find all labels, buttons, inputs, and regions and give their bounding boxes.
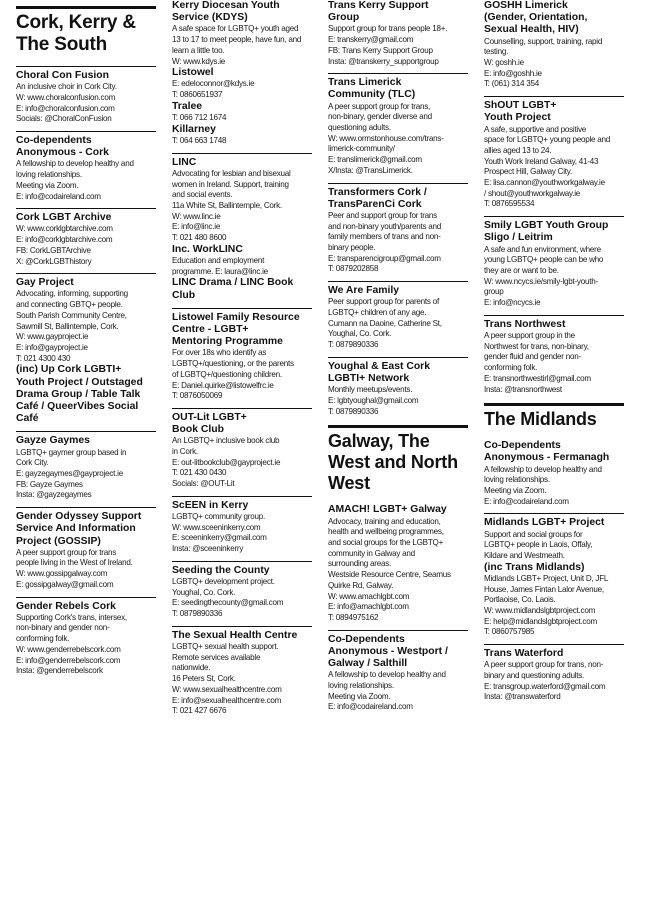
- org-entry: [172, 0, 312, 147]
- org-entry: [16, 66, 156, 125]
- org-detail: E: info@codaireland.com: [328, 702, 413, 712]
- org-detail: LGBTQ+ development project.: [172, 577, 275, 587]
- org-detail: A fellowship to develop healthy and: [328, 670, 446, 680]
- org-detail: E: info@sexualhealthcentre.com: [172, 695, 282, 705]
- org-entry: [328, 73, 468, 176]
- org-name: OUT-Lit LGBT+: [172, 411, 247, 423]
- sub-program-name: LINC Drama / LINC Book: [172, 277, 294, 289]
- org-detail: A peer support group in the: [484, 330, 575, 340]
- org-detail: X: @CorkLGBThistory: [16, 256, 92, 266]
- org-name: Service (KDYS): [172, 12, 248, 24]
- org-detail: Northwest for trans, non-binary,: [484, 341, 589, 351]
- org-detail: An inclusive choir in Cork City.: [16, 82, 117, 92]
- org-detail: A peer support group for trans,: [328, 101, 431, 111]
- org-detail: FB: CorkLGBTArchive: [16, 245, 91, 255]
- org-entry: [172, 308, 312, 402]
- org-detail: Quirke Rd, Galway.: [328, 580, 394, 590]
- org-detail: and social groups for the LGBTQ+: [328, 538, 444, 548]
- org-name: Listowel Family Resource: [172, 311, 300, 323]
- org-detail: E: info@linc.ie: [172, 222, 221, 232]
- org-name: TransParenCi Cork: [328, 198, 422, 210]
- org-name: Community (TLC): [328, 89, 416, 101]
- org-detail: Insta: @sceeninkerry: [172, 544, 244, 554]
- org-entry: [484, 0, 624, 90]
- sub-program-name: Killarney: [172, 123, 216, 135]
- org-detail: LGBTQ+ community group.: [172, 512, 265, 522]
- org-detail: X/Insta: @TransLimerick.: [328, 165, 413, 175]
- org-name: Smily LGBT Youth Group: [484, 220, 609, 232]
- org-detail: allies aged 13 to 24.: [484, 145, 552, 155]
- org-detail: E: gayzegaymes@gayproject.ie: [16, 469, 123, 478]
- org-name: LGBTI+ Network: [328, 373, 410, 385]
- org-detail: Cork City.: [16, 458, 49, 468]
- org-detail: T: 0879202858: [328, 264, 379, 274]
- org-name: Choral Con Fusion: [16, 70, 109, 81]
- org-name: Kerry Diocesan Youth: [172, 0, 280, 11]
- org-detail: Youghal, Co. Cork.: [172, 587, 236, 597]
- org-name: AMACH! LGBT+ Galway: [328, 504, 447, 516]
- org-detail: loving relationships.: [16, 170, 82, 180]
- sub-program-name: Youth Project / Outstaged: [16, 376, 143, 388]
- org-entry: [328, 504, 468, 623]
- column-3: [328, 0, 468, 713]
- org-name: Anonymous - Westport /: [328, 645, 448, 657]
- column-1: [16, 0, 156, 677]
- org-detail: Education and employment: [172, 255, 265, 265]
- org-detail: Kildare and Westmeath.: [484, 551, 565, 561]
- org-detail: Prospect Hill, Galway City.: [484, 167, 572, 177]
- org-name: Sexual Health, HIV): [484, 24, 579, 36]
- org-detail: Sawmill St, Ballintemple, Cork.: [16, 321, 119, 331]
- org-name: Centre - LGBT+: [172, 323, 249, 335]
- org-name: Trans Waterford: [484, 648, 564, 660]
- sub-program-name: Café / QueerVibes Social: [16, 400, 139, 412]
- org-detail: non-binary, gender diverse and: [328, 112, 432, 122]
- org-name: Youth Project: [484, 112, 551, 124]
- org-detail: T: 0876050069: [172, 391, 223, 401]
- org-detail: Insta: @transkerry_supportgroup: [328, 56, 439, 66]
- org-detail: E: out-litbookclub@gayproject.ie: [172, 457, 281, 467]
- org-entry: [16, 273, 156, 425]
- org-detail: T: 0894975162: [328, 612, 379, 622]
- org-name: The Sexual Health Centre: [172, 629, 298, 641]
- org-detail: T: 064 663 1748: [172, 135, 227, 145]
- org-entry: [172, 626, 312, 717]
- org-name: Anonymous - Fermanagh: [484, 452, 610, 464]
- org-detail: programme. E: laura@linc.ie: [172, 266, 268, 276]
- org-detail: Meeting via Zoom.: [328, 691, 391, 701]
- org-name: (Gender, Orientation,: [484, 12, 588, 24]
- org-detail: W: www.kdys.ie: [172, 56, 226, 66]
- org-detail: of LGBTQ+/questioning children.: [172, 369, 282, 379]
- org-name: Trans Northwest: [484, 318, 566, 330]
- org-detail: T: 021 4300 430: [16, 353, 71, 363]
- org-detail: E: transgroup.waterford@gmail.com: [484, 681, 606, 691]
- org-entry: [16, 131, 156, 202]
- org-name: Seeding the County: [172, 564, 270, 576]
- org-detail: nationwide.: [172, 663, 211, 673]
- region-title: Cork, Kerry & The South: [16, 12, 136, 55]
- org-detail: Westside Resource Centre, Seamus: [328, 570, 451, 580]
- org-entry: [328, 0, 468, 67]
- org-detail: they are or want to be.: [484, 265, 559, 275]
- org-detail: T: 021 480 8600: [172, 233, 227, 243]
- org-detail: W: www.gayproject.ie: [16, 332, 89, 342]
- region-title: The Midlands: [484, 409, 597, 430]
- org-detail: and non-binary youth/parents and: [328, 221, 442, 231]
- org-name: Midlands LGBT+ Project: [484, 517, 605, 529]
- org-name: Galway / Salthill: [328, 658, 408, 670]
- sub-program-name: Club: [172, 289, 196, 301]
- org-detail: 11a White St, Ballintemple, Cork.: [172, 200, 282, 210]
- region-header: [328, 425, 468, 494]
- org-detail: W: goshh.ie: [484, 58, 524, 68]
- org-detail: Insta: @transnorthwest: [484, 384, 562, 394]
- org-detail: W: www.choralconfusion.com: [16, 92, 116, 102]
- org-detail: Portlaoise, Co. Laois.: [484, 595, 556, 605]
- org-name: Gayze Gaymes: [16, 435, 90, 447]
- org-name: Service And Information: [16, 523, 136, 535]
- org-entry: [484, 315, 624, 395]
- org-detail: Youghal, Co. Cork.: [328, 329, 392, 339]
- org-detail: Advocating, informing, supporting: [16, 289, 128, 299]
- org-detail: A peer support group for trans: [16, 547, 117, 557]
- org-detail: Insta: @transwaterford: [484, 692, 561, 702]
- org-detail: E: info@corklgbtarchive.com: [16, 235, 113, 245]
- org-detail: E: translimerick@gmail.com: [328, 155, 422, 165]
- org-entry: [172, 561, 312, 620]
- org-detail: A safe and fun environment, where: [484, 244, 601, 254]
- column-2: [172, 0, 312, 717]
- org-entry: [16, 208, 156, 267]
- org-detail: Peer and support group for trans: [328, 210, 437, 220]
- region-header: [16, 6, 156, 56]
- org-detail: loving relationships.: [328, 680, 394, 690]
- org-detail: E: transkerry@gmail.com: [328, 35, 414, 45]
- org-entry: [16, 431, 156, 501]
- org-detail: people living in the West of Ireland.: [16, 558, 133, 568]
- org-name: Transformers Cork /: [328, 186, 427, 198]
- org-detail: non-binary and gender non-: [16, 623, 110, 633]
- org-detail: Insta: @genderrebelscork: [16, 666, 103, 676]
- org-detail: A fellowship to develop healthy and: [16, 159, 134, 169]
- org-detail: W: www.sceeninkerry.com: [172, 522, 261, 532]
- column-4: [484, 0, 624, 703]
- org-detail: T: (061) 314 354: [484, 79, 539, 89]
- org-detail: space for LGBTQ+ young people and: [484, 135, 611, 145]
- org-detail: E: lisa.cannon@youthworkgalway.ie: [484, 178, 605, 188]
- org-detail: Socials: @OUT-Lit: [172, 479, 235, 489]
- org-detail: Peer support group for parents of: [328, 297, 439, 307]
- org-detail: binary and questioning adults.: [484, 671, 585, 681]
- org-name: LINC: [172, 156, 197, 168]
- sub-program-name: Listowel: [172, 67, 214, 79]
- org-detail: / shout@youthworkgalway.ie: [484, 188, 581, 198]
- org-detail: Advocating for lesbian and bisexual: [172, 168, 291, 178]
- org-entry: [484, 216, 624, 309]
- org-detail: and social events.: [172, 190, 233, 200]
- org-entry: [16, 507, 156, 590]
- org-detail: health and wellbeing programmes,: [328, 527, 444, 537]
- org-entry: [172, 408, 312, 490]
- org-detail: A peer support group for trans, non-: [484, 660, 604, 670]
- org-name: Co-dependents: [16, 135, 92, 147]
- org-detail: FB: Gayze Gaymes: [16, 479, 83, 489]
- org-detail: FB: Trans Kerry Support Group: [328, 45, 433, 55]
- org-detail: LGBTQ+ children of any age.: [328, 308, 427, 318]
- org-detail: E: gossipgalway@gmail.com: [16, 579, 114, 589]
- org-entry: [484, 513, 624, 638]
- org-name: Book Club: [172, 424, 224, 436]
- org-name: Co-Dependents: [484, 440, 561, 452]
- sub-program-name: (inc Trans Midlands): [484, 561, 585, 573]
- region-header: [484, 403, 624, 430]
- org-detail: group: [484, 287, 504, 297]
- org-detail: T: 0860757985: [484, 627, 535, 637]
- org-name: Gender Rebels Cork: [16, 600, 116, 612]
- org-detail: E: help@midlandslgbtproject.com: [484, 616, 597, 626]
- org-detail: W: www.corklgbtarchive.com: [16, 224, 113, 234]
- org-detail: E: lgbtyoughal@gmail.com: [328, 396, 419, 405]
- org-name: ShOUT LGBT+: [484, 100, 557, 112]
- org-entry: [16, 597, 156, 677]
- org-detail: T: 021 430 0430: [172, 468, 227, 478]
- org-detail: LGBTQ+ people in Laois, Offaly,: [484, 540, 593, 550]
- org-name: Trans Kerry Support: [328, 0, 429, 11]
- org-detail: E: transparencigroup@gmail.com: [328, 253, 441, 263]
- org-detail: surrounding areas.: [328, 559, 391, 569]
- sub-program-name: Drama Group / Table Talk: [16, 388, 141, 400]
- org-detail: E: transnorthwestirl@gmail.com: [484, 373, 591, 383]
- org-detail: Supporting Cork's trans, intersex,: [16, 612, 127, 622]
- org-detail: Counselling, support, training, rapid: [484, 36, 603, 46]
- org-detail: An LGBTQ+ inclusive book club: [172, 436, 280, 446]
- org-detail: family members of trans and non-: [328, 232, 441, 242]
- org-detail: LGBTQ+/questioning, or the parents: [172, 359, 294, 369]
- org-name: Gay Project: [16, 277, 74, 289]
- org-name: Project (GOSSIP): [16, 535, 101, 547]
- org-detail: young LGBTQ+ people can be who: [484, 255, 604, 265]
- org-detail: Support and social groups for: [484, 529, 583, 539]
- org-name: Co-Dependents: [328, 633, 405, 645]
- org-entry: [484, 96, 624, 210]
- org-detail: conforming folk.: [16, 634, 70, 644]
- org-detail: South Parish Community Centre,: [16, 310, 127, 320]
- org-detail: W: www.gossipgalway.com: [16, 569, 108, 579]
- org-detail: 13 to 17 to meet people, have fun, and: [172, 35, 302, 45]
- org-detail: T: 0876595534: [484, 199, 535, 209]
- org-detail: testing.: [484, 47, 509, 57]
- org-detail: House, James Fintan Lalor Avenue,: [484, 584, 604, 594]
- org-detail: W: www.midlandslgbtproject.com: [484, 606, 596, 616]
- org-detail: W: www.ormstonhouse.com/trans-: [328, 133, 444, 143]
- org-detail: E: Daniel.quirke@listowelfrc.ie: [172, 380, 274, 390]
- org-detail: E: info@codaireland.com: [16, 191, 101, 201]
- org-detail: Cumann na Daoine, Catherine St,: [328, 318, 442, 328]
- org-detail: Socials: @ChoralConFusion: [16, 114, 112, 124]
- org-detail: W: www.ncycs.ie/smily-lgbt-youth-: [484, 276, 598, 286]
- org-detail: A safe, supportive and positive: [484, 124, 587, 134]
- org-detail: gender fluid and gender non-: [484, 352, 581, 362]
- org-detail: women in Ireland. Support, training: [172, 179, 289, 189]
- org-detail: Advocacy, training and education,: [328, 516, 441, 526]
- org-name: Anonymous - Cork: [16, 147, 109, 159]
- org-detail: learn a little too.: [172, 45, 225, 55]
- sub-program-name: Inc. WorkLINC: [172, 243, 243, 255]
- org-detail: limerick-community/: [328, 144, 395, 154]
- org-detail: A safe space for LGBTQ+ youth aged: [172, 24, 299, 34]
- org-detail: Meeting via Zoom.: [484, 486, 547, 496]
- org-entry: [328, 630, 468, 713]
- org-detail: For over 18s who identify as: [172, 348, 267, 358]
- org-detail: T: 066 712 1674: [172, 113, 227, 123]
- org-detail: Midlands LGBT+ Project, Unit D, JFL: [484, 573, 609, 583]
- org-name: Cork LGBT Archive: [16, 212, 112, 224]
- org-detail: A fellowship to develop healthy and: [484, 464, 602, 474]
- org-detail: E: info@goshh.ie: [484, 68, 542, 78]
- org-detail: community in Galway and: [328, 548, 415, 558]
- sub-program-name: Café: [16, 413, 39, 425]
- org-detail: E: info@genderrebelscork.com: [16, 655, 121, 665]
- org-entry: [172, 496, 312, 555]
- org-detail: E: info@amachlgbt.com: [328, 602, 409, 612]
- org-detail: LGBTQ+ gaymer group based in: [16, 447, 127, 457]
- org-detail: W: www.amachlgbt.com: [328, 591, 410, 601]
- org-detail: in Cork.: [172, 447, 198, 457]
- org-name: We Are Family: [328, 285, 400, 297]
- org-detail: conforming folk.: [484, 363, 538, 373]
- org-detail: LGBTQ+ sexual health support.: [172, 642, 279, 652]
- org-name: Group: [328, 12, 360, 24]
- org-detail: E: sceeninkerry@gmail.com: [172, 533, 267, 543]
- org-detail: E: edeloconnor@kdys.ie: [172, 79, 255, 89]
- org-entry: [484, 440, 624, 507]
- org-detail: Meeting via Zoom.: [16, 180, 79, 190]
- region-title: Galway, The West and North West: [328, 431, 458, 494]
- org-detail: T: 0879890336: [328, 406, 379, 416]
- org-detail: W: www.linc.ie: [172, 211, 221, 221]
- org-entry: [328, 357, 468, 418]
- org-detail: Insta: @gayzegaymes: [16, 490, 92, 500]
- org-detail: Support group for trans people 18+.: [328, 24, 448, 34]
- org-detail: T: 0860651937: [172, 90, 223, 100]
- org-entry: [328, 183, 468, 276]
- org-detail: E: seedingthecounty@gmail.com: [172, 598, 284, 608]
- org-detail: questioning adults.: [328, 123, 391, 133]
- org-detail: 16 Peters St, Cork.: [172, 674, 236, 684]
- org-detail: E: info@choralconfusion.com: [16, 103, 115, 113]
- org-name: Youghal & East Cork: [328, 360, 430, 372]
- org-name: GOSHH Limerick: [484, 0, 568, 11]
- org-detail: E: info@ncycs.ie: [484, 298, 541, 308]
- sub-program-name: Tralee: [172, 100, 203, 112]
- org-entry: [328, 281, 468, 351]
- org-detail: T: 0879890336: [328, 340, 379, 350]
- org-detail: T: 021 427 6676: [172, 706, 227, 716]
- org-detail: binary people.: [328, 243, 376, 253]
- org-name: Mentoring Programme: [172, 336, 283, 348]
- org-detail: Remote services available: [172, 652, 261, 662]
- org-detail: and connecting GBTQ+ people.: [16, 300, 123, 310]
- org-detail: Youth Work Ireland Galway, 41-43: [484, 156, 599, 166]
- sub-program-name: (inc) Up Cork LGBTI+: [16, 364, 122, 376]
- org-detail: W: www.genderrebelscork.com: [16, 644, 121, 654]
- org-detail: Monthly meetups/events.: [328, 385, 413, 395]
- org-detail: W: www.sexualhealthcentre.com: [172, 684, 282, 694]
- org-detail: loving relationships.: [484, 475, 550, 485]
- org-detail: E: info@gayproject.ie: [16, 342, 88, 352]
- org-name: Sligo / Leitrim: [484, 232, 553, 244]
- org-name: Trans Limerick: [328, 77, 402, 89]
- org-entry: [484, 644, 624, 703]
- org-entry: [172, 153, 312, 302]
- org-name: ScEEN in Kerry: [172, 499, 249, 511]
- org-detail: E: info@codaireland.com: [484, 496, 569, 506]
- org-name: Gender Odyssey Support: [16, 511, 142, 523]
- org-detail: T: 0879890336: [172, 609, 223, 619]
